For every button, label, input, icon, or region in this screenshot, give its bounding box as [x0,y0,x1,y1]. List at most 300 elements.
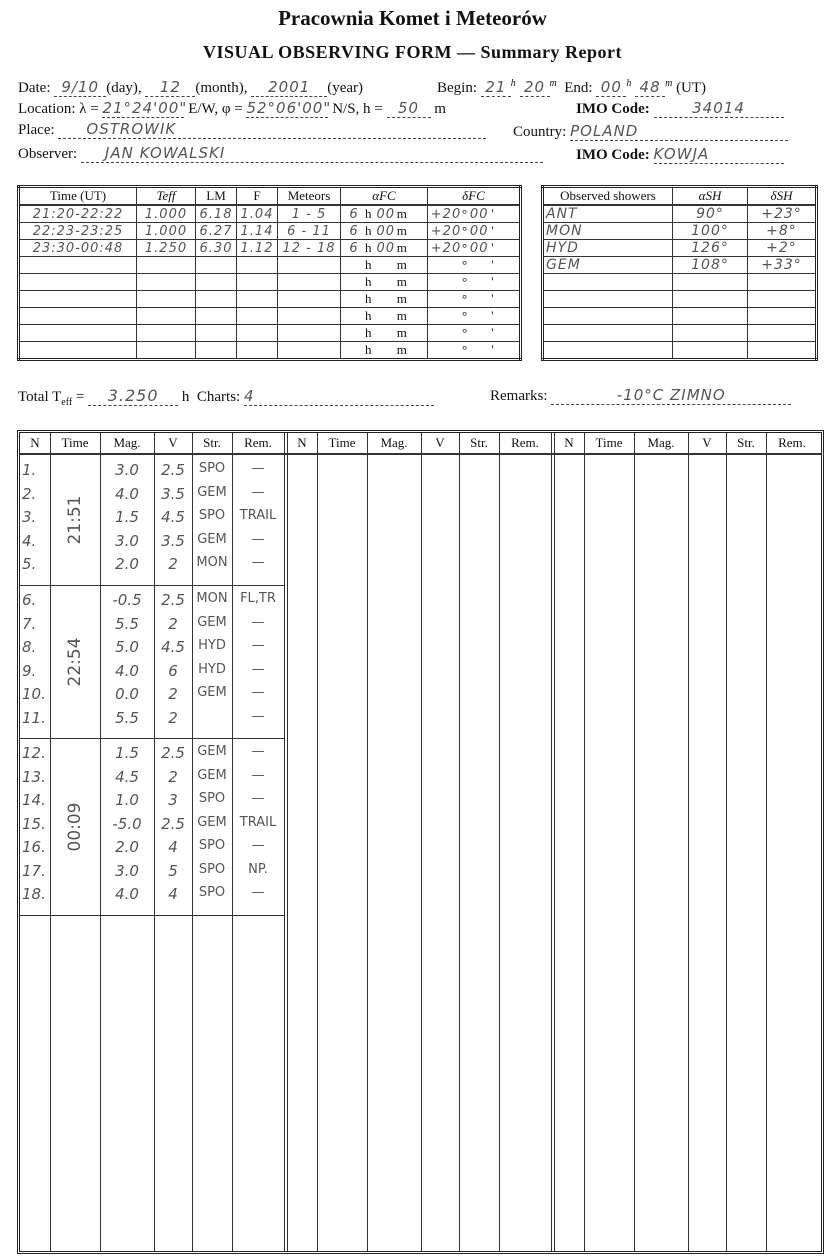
period-time[interactable] [19,325,137,342]
meteor-str[interactable]: SPO [198,508,226,523]
period-lm[interactable] [196,325,237,342]
meteor-n[interactable]: 13. [22,767,46,786]
period-teff[interactable]: 1.250 [137,240,196,257]
column-divider [317,433,318,1251]
meteor-n[interactable]: 17. [22,861,46,880]
date-label: Date: [18,80,51,96]
meteor-rem[interactable]: FL,TR [240,591,276,606]
period-time[interactable]: 23:30-00:48 [19,240,137,257]
meteor-str[interactable]: HYD [198,638,226,653]
period-meteors[interactable] [278,257,341,274]
meteor-str[interactable]: SPO [198,861,226,877]
period-lm[interactable] [196,274,237,291]
meteor-mag[interactable]: 0.0 [115,685,139,703]
period-f[interactable]: 1.04 [237,205,278,223]
phi-label: φ = [221,101,243,117]
meteor-n[interactable]: 2. [22,484,37,503]
period-lm[interactable] [196,342,237,360]
country-label: Country: [513,124,567,140]
column-divider [192,433,193,1251]
col-meteors: Meteors [278,187,341,206]
column-divider [154,433,155,1251]
meteor-v[interactable]: 2 [168,685,178,703]
period-f[interactable] [237,291,278,308]
meteor-str[interactable]: SPO [198,838,226,853]
shower-delta[interactable]: +8° [748,223,817,240]
period-time[interactable] [19,274,137,291]
begin-minute-field[interactable]: 20 [520,78,550,97]
period-alpha-fc[interactable]: 6 h 00 m [341,223,428,240]
block-divider [287,433,288,1251]
meteor-str[interactable]: GEM [197,614,227,630]
meteor-col-header: Str. [470,435,488,450]
meteor-v[interactable]: 2 [168,708,178,727]
shower-row [543,274,817,291]
meteor-rem[interactable]: NP. [248,861,268,877]
period-alpha-fc[interactable]: h m [341,274,428,291]
period-row [19,325,521,342]
meteor-v[interactable]: 2.5 [161,744,185,762]
period-time[interactable] [19,257,137,274]
period-f[interactable]: 1.14 [237,223,278,240]
period-meteors[interactable]: 1 - 5 [278,205,341,223]
meteor-n[interactable]: 11. [22,708,46,727]
meteor-mag[interactable]: 1.5 [115,744,139,762]
period-time[interactable]: 22:23-23:25 [19,223,137,240]
meteor-rem[interactable]: — [251,638,265,653]
meteor-col-header: Time [328,435,356,450]
begin-hour-field[interactable]: 21 [481,78,511,97]
shower-row [543,240,817,257]
shower-delta[interactable]: +33° [748,257,817,274]
col-delta-fc: δFC [428,187,521,206]
period-row [19,308,521,325]
meteor-mag[interactable]: 5.0 [115,638,139,656]
col-delta-sh: δSH [748,187,817,206]
meteor-v[interactable]: 2.5 [161,814,185,833]
meteor-mag[interactable]: 4.0 [115,484,139,503]
meteor-rem[interactable]: — [251,531,265,547]
period-alpha-fc[interactable]: h m [341,291,428,308]
begin-label: Begin: [437,80,477,96]
shower-name[interactable]: GEM [543,257,673,274]
period-lm[interactable] [196,257,237,274]
meteor-col-header: Rem. [511,435,539,450]
shower-delta[interactable] [748,274,817,291]
meteor-v[interactable]: 2 [168,555,178,573]
meteor-rem[interactable]: — [251,555,265,570]
meteor-rem[interactable]: — [251,461,265,476]
meteor-mag[interactable]: 3.0 [115,531,139,550]
period-alpha-fc[interactable]: h m [341,308,428,325]
meteor-n[interactable]: 6. [22,591,37,609]
meteor-n[interactable]: 7. [22,614,37,633]
meteor-mag[interactable]: 3.0 [115,461,139,479]
period-f[interactable] [237,325,278,342]
month-label: (month), [195,80,248,96]
meteor-rem[interactable]: — [251,661,265,677]
shower-delta[interactable] [748,342,817,360]
form-subtitle: VISUAL OBSERVING FORM — Summary Report [203,42,622,62]
meteor-v[interactable]: 4.5 [161,638,185,656]
shower-name[interactable] [543,274,673,291]
remarks-field[interactable]: -10°C ZIMNO [551,386,791,405]
country-field[interactable]: POLAND [570,122,788,141]
period-f[interactable] [237,342,278,360]
ut-label: (UT) [676,80,707,96]
meteor-rem[interactable]: — [251,767,265,783]
meteor-rem[interactable]: — [251,885,265,900]
block-divider [554,433,555,1251]
meteor-n[interactable]: 1. [22,461,37,479]
meteor-rem[interactable]: TRAIL [239,508,277,523]
day-label: (day), [106,80,142,96]
period-teff[interactable] [137,308,196,325]
period-delta-fc[interactable]: ° ' [428,325,521,342]
period-teff[interactable]: 1.000 [137,223,196,240]
remarks-line [490,386,791,405]
meteor-v[interactable]: 2 [168,614,178,633]
meteor-n[interactable]: 8. [22,638,37,656]
meteor-v[interactable]: 6 [168,661,178,680]
meteor-col-header: Mag. [113,435,141,450]
period-meteors[interactable]: 6 - 11 [278,223,341,240]
period-delta-fc[interactable]: +20° 00 ' [428,223,521,240]
period-delta-fc[interactable]: +20° 00 ' [428,205,521,223]
column-divider [688,433,689,1251]
column-divider [367,433,368,1251]
shower-name[interactable]: ANT [543,205,673,223]
meteor-col-header: Rem. [244,435,272,450]
column-divider [50,433,51,1251]
meteor-str[interactable]: HYD [198,661,226,677]
shower-row [543,205,817,223]
latitude-field[interactable]: 52°06'00" [246,99,332,117]
col-alpha-sh: αSH [673,187,748,206]
meteor-n[interactable]: 5. [22,555,37,573]
col-lm: LM [196,187,237,206]
height-unit: m [434,101,446,117]
meteor-n[interactable]: 14. [22,791,46,809]
meteor-n[interactable]: 9. [22,661,37,680]
group-time[interactable]: 21:51 [65,495,85,545]
period-delta-fc[interactable]: ° ' [428,274,521,291]
period-alpha-fc[interactable]: h m [341,325,428,342]
period-f[interactable] [237,257,278,274]
meteor-v[interactable]: 4 [168,838,178,856]
periods-table [17,185,522,361]
meteor-col-header: Rem. [778,435,806,450]
shower-alpha[interactable] [673,291,748,308]
shower-delta[interactable] [748,308,817,325]
shower-delta[interactable]: +2° [748,240,817,257]
shower-delta[interactable]: +23° [748,205,817,223]
column-divider [499,433,500,1251]
year-label: (year) [327,80,364,96]
shower-alpha[interactable]: 126° [673,240,748,257]
shower-delta[interactable] [748,325,817,342]
column-divider [421,433,422,1251]
period-delta-fc[interactable]: ° ' [428,342,521,360]
place-label: Place: [18,122,55,138]
meteor-str[interactable]: MON [196,591,228,606]
meteor-v[interactable]: 4.5 [161,508,185,526]
meteor-mag[interactable]: 5.5 [115,708,139,727]
shower-name[interactable] [543,325,673,342]
total-teff-unit: h [181,389,190,405]
meteor-col-header: V [435,435,445,450]
period-delta-fc[interactable]: ° ' [428,257,521,274]
column-divider [726,433,727,1251]
meteor-list [17,430,824,1254]
shower-name[interactable] [543,342,673,360]
period-alpha-fc[interactable]: h m [341,342,428,360]
meteor-str[interactable]: GEM [197,484,227,500]
period-row [19,205,521,223]
imo-code-field[interactable]: 34014 [654,99,784,118]
total-teff-label: Total $T_{eff}$ = [18,389,85,408]
period-meteors[interactable] [278,308,341,325]
day-field[interactable]: 9/10 [54,78,106,97]
meteor-v[interactable]: 2.5 [161,591,185,609]
shower-row [543,342,817,360]
meteor-v[interactable]: 4 [168,885,178,903]
shower-row [543,223,817,240]
meteor-mag[interactable]: 2.0 [115,838,139,856]
location-label: Location: λ = [18,101,99,117]
year-field[interactable]: 2001 [251,78,327,97]
showers-table [541,185,818,361]
total-teff-field[interactable]: 3.250 [88,386,178,406]
shower-alpha[interactable]: 90° [673,205,748,223]
meteor-col-header: N [30,435,40,450]
period-meteors[interactable] [278,291,341,308]
group-time[interactable]: 00:09 [65,802,85,851]
meteor-str[interactable]: SPO [198,461,226,476]
imo-code-line [576,99,784,118]
col-shower-name: Observed showers [543,187,673,206]
place-field[interactable]: OSTROWIK [58,120,486,139]
shower-row [543,257,817,274]
shower-alpha[interactable] [673,325,748,342]
shower-name[interactable]: MON [543,223,673,240]
shower-alpha[interactable]: 108° [673,257,748,274]
meteor-mag[interactable]: 1.0 [115,791,139,809]
meteor-mag[interactable]: -5.0 [112,814,142,833]
meteor-str[interactable]: GEM [197,814,227,830]
period-delta-fc[interactable]: +20° 00 ' [428,240,521,257]
column-divider [766,433,767,1251]
begin-end-line: Begin: 21 $^h$ 20 $^m$ End: 00 $^h$ 48 $^m$ (UT) [437,78,707,96]
period-row [19,223,521,240]
meteor-mag[interactable]: 2.0 [115,555,139,573]
shower-row [543,291,817,308]
period-row [19,257,521,274]
meteor-str[interactable]: GEM [197,744,227,759]
meteor-col-header: Time [595,435,623,450]
meteor-v[interactable]: 2 [168,767,178,786]
meteor-n[interactable]: 12. [22,744,46,762]
period-teff[interactable] [137,325,196,342]
meteor-str[interactable]: MON [196,555,228,570]
period-delta-fc[interactable]: ° ' [428,291,521,308]
period-lm[interactable] [196,308,237,325]
period-meteors[interactable] [278,342,341,360]
period-teff[interactable] [137,257,196,274]
column-divider [459,433,460,1251]
period-lm[interactable] [196,291,237,308]
period-f[interactable]: 1.12 [237,240,278,257]
shower-alpha[interactable]: 100° [673,223,748,240]
shower-delta[interactable] [748,291,817,308]
period-row [19,240,521,257]
charts-field[interactable]: 4 [244,387,434,406]
country-line [513,122,788,141]
observer-line [18,144,543,163]
period-row [19,274,521,291]
charts-label: Charts: [196,389,241,405]
period-lm[interactable]: 6.30 [196,240,237,257]
observer-code-field[interactable]: KOWJA [654,145,784,164]
period-time[interactable] [19,342,137,360]
shower-name[interactable]: HYD [543,240,673,257]
meteor-v[interactable]: 3 [168,791,178,809]
meteor-rem[interactable]: — [251,791,265,806]
period-teff[interactable]: 1.000 [137,205,196,223]
period-row [19,342,521,360]
meteor-col-header: Time [61,435,89,450]
meteor-mag[interactable]: 4.0 [115,885,139,903]
period-meteors[interactable] [278,274,341,291]
period-row [19,291,521,308]
column-divider [232,433,233,1251]
meteor-v[interactable]: 3.5 [161,484,185,503]
meteor-mag[interactable]: 5.5 [115,614,139,633]
block-divider [551,433,552,1251]
meteor-mag[interactable]: 1.5 [115,508,139,526]
period-alpha-fc[interactable]: 6 h 00 m [341,240,428,257]
meteor-rem[interactable]: — [251,685,265,700]
period-time[interactable]: 21:20-22:22 [19,205,137,223]
observer-label: Observer: [18,146,78,162]
date-line [18,78,363,97]
end-minute-field[interactable]: 48 [635,78,665,97]
ns-label: N/S, h = [332,101,383,117]
column-divider [634,433,635,1251]
meteor-str[interactable]: GEM [197,685,227,700]
col-time-ut: Time (UT) [19,187,137,206]
observer-code-line [576,145,784,164]
observer-field[interactable]: JAN KOWALSKI [81,144,543,163]
period-time[interactable] [19,308,137,325]
meteor-str[interactable]: GEM [197,767,227,783]
meteor-v[interactable]: 5 [168,861,178,880]
form-title: Pracownia Komet i Meteorów [278,6,547,30]
meteor-rem[interactable]: — [251,744,265,759]
meteor-n[interactable]: 3. [22,508,37,526]
period-time[interactable] [19,291,137,308]
period-meteors[interactable] [278,325,341,342]
period-teff[interactable] [137,342,196,360]
end-label: End: [564,80,593,96]
meteor-v[interactable]: 3.5 [161,531,185,550]
imo-code-label: IMO Code: [576,101,650,117]
meteor-col-header: Str. [203,435,221,450]
column-divider [584,433,585,1251]
shower-name[interactable] [543,308,673,325]
meteor-n[interactable]: 16. [22,838,46,856]
period-lm[interactable]: 6.27 [196,223,237,240]
period-meteors[interactable]: 12 - 18 [278,240,341,257]
block-divider [284,433,285,1251]
meteor-mag[interactable]: -0.5 [112,591,142,609]
height-field[interactable]: 50 [387,99,431,118]
meteor-col-header: N [297,435,307,450]
meteor-v[interactable]: 2.5 [161,461,185,479]
longitude-field[interactable]: 21°24'00" [102,99,188,117]
meteor-n[interactable]: 18. [22,885,46,903]
meteor-rem[interactable]: TRAIL [239,814,277,830]
shower-alpha[interactable] [673,308,748,325]
period-delta-fc[interactable]: ° ' [428,308,521,325]
meteor-col-header: Mag. [647,435,675,450]
meteor-col-header: N [564,435,574,450]
meteor-n[interactable]: 4. [22,531,37,550]
meteor-rem[interactable]: — [251,484,265,500]
col-alpha-fc: αFC [341,187,428,206]
meteor-col-header: V [702,435,712,450]
col-f: F [237,187,278,206]
meteor-mag[interactable]: 4.0 [115,661,139,680]
period-lm[interactable]: 6.18 [196,205,237,223]
period-f[interactable] [237,274,278,291]
meteor-col-header: Mag. [380,435,408,450]
group-time[interactable]: 22:54 [65,637,85,686]
remarks-label: Remarks: [490,388,548,404]
period-teff[interactable] [137,274,196,291]
meteor-n[interactable]: 10. [22,685,46,703]
location-line [18,99,446,118]
period-alpha-fc[interactable]: h m [341,257,428,274]
column-divider [100,433,101,1251]
shower-row [543,325,817,342]
place-line [18,120,486,139]
meteor-rem[interactable]: — [251,708,265,724]
period-f[interactable] [237,308,278,325]
meteor-n[interactable]: 15. [22,814,46,833]
meteor-rem[interactable]: — [251,838,265,853]
meteor-str[interactable]: SPO [198,885,226,900]
shower-row [543,308,817,325]
month-field[interactable]: 12 [145,78,195,97]
shower-name[interactable] [543,291,673,308]
meteor-str[interactable]: GEM [197,531,227,547]
observer-code-label: IMO Code: [576,147,650,163]
end-hour-field[interactable]: 00 [596,78,626,97]
meteor-str[interactable]: SPO [198,791,226,806]
meteor-col-header: V [168,435,178,450]
meteor-mag[interactable]: 3.0 [115,861,139,880]
meteor-mag[interactable]: 4.5 [115,767,139,786]
ew-label: E/W, [188,101,219,117]
meteor-rem[interactable]: — [251,614,265,630]
shower-alpha[interactable] [673,274,748,291]
period-teff[interactable] [137,291,196,308]
meteor-col-header: Str. [737,435,755,450]
period-alpha-fc[interactable]: 6 h 00 m [341,205,428,223]
col-teff: Teff [137,187,196,206]
shower-alpha[interactable] [673,342,748,360]
